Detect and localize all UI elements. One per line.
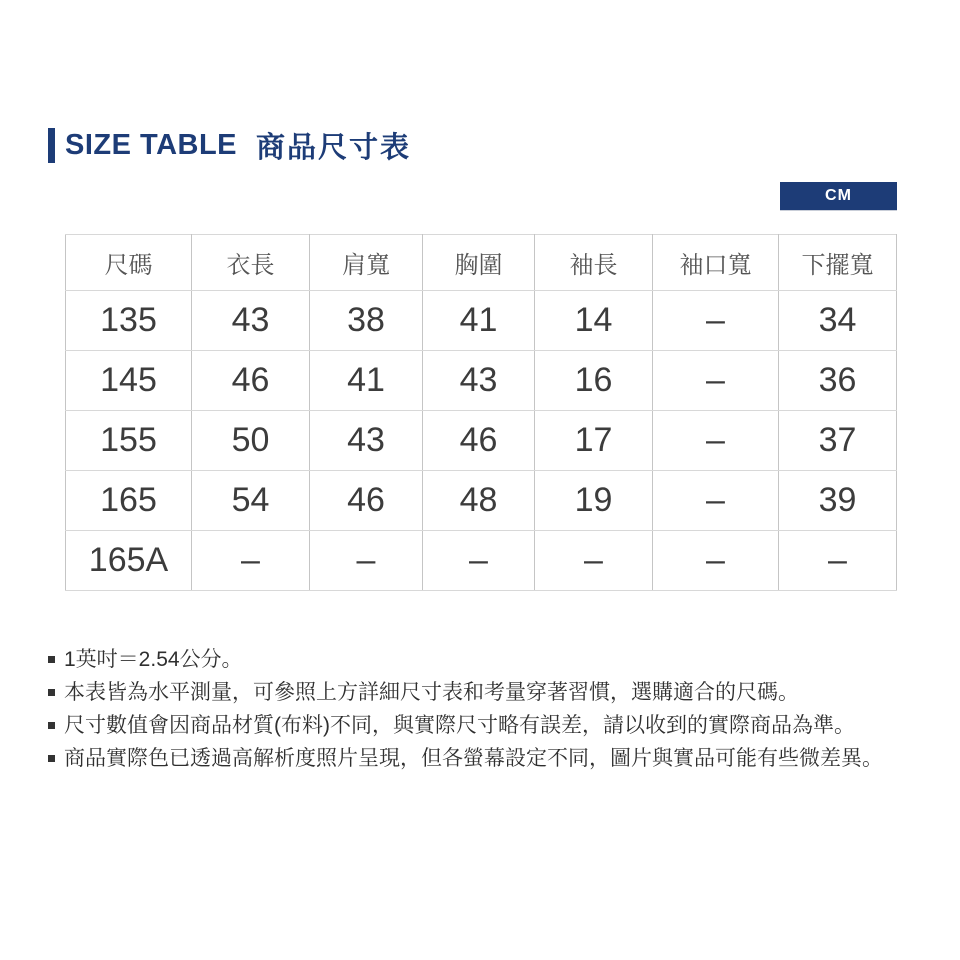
table-cell: – [653, 471, 779, 531]
table-cell: 41 [310, 351, 423, 411]
table-cell: – [535, 531, 653, 591]
table-row [66, 471, 897, 531]
unit-badge-cm: CM [780, 182, 897, 210]
table-cell: 34 [779, 291, 897, 351]
table-cell: 19 [535, 471, 653, 531]
table-cell: 37 [779, 411, 897, 471]
table-row [66, 531, 897, 591]
note-text: 商品實際色已透過高解析度照片呈現，但各螢幕設定不同，圖片與實品可能有些微差異。 [64, 747, 883, 770]
table-cell: – [423, 531, 535, 591]
table-cell: – [653, 411, 779, 471]
table-cell: 48 [423, 471, 535, 531]
table-cell: 145 [66, 351, 192, 411]
list-item [48, 676, 933, 709]
table-cell: 46 [423, 411, 535, 471]
list-item [48, 709, 933, 742]
size-table [65, 234, 897, 591]
table-cell: 165A [66, 531, 192, 591]
table-cell: – [653, 531, 779, 591]
section-title-en: SIZE TABLE [65, 129, 238, 161]
note-text: 尺寸數值會因商品材質(布料)不同，與實際尺寸略有誤差，請以收到的實際商品為準。 [64, 714, 855, 737]
table-cell: 17 [535, 411, 653, 471]
table-cell: 165 [66, 471, 192, 531]
table-header-row [66, 235, 897, 291]
table-cell: 38 [310, 291, 423, 351]
table-row [66, 291, 897, 351]
column-header-length: 衣長 [192, 235, 310, 291]
title-accent-bar-icon [48, 128, 55, 163]
table-cell: – [779, 531, 897, 591]
table-cell: – [653, 351, 779, 411]
table-cell: 16 [535, 351, 653, 411]
table-row [66, 351, 897, 411]
column-header-cuff: 袖口寬 [653, 235, 779, 291]
table-cell: 43 [192, 291, 310, 351]
bullet-square-icon [48, 722, 55, 729]
note-text: 本表皆為水平測量，可參照上方詳細尺寸表和考量穿著習慣，選購適合的尺碼。 [64, 681, 799, 704]
table-cell: 155 [66, 411, 192, 471]
table-cell: 46 [192, 351, 310, 411]
column-header-shoulder: 肩寬 [310, 235, 423, 291]
section-title [48, 125, 411, 166]
table-cell: 54 [192, 471, 310, 531]
table-cell: 50 [192, 411, 310, 471]
column-header-chest: 胸圍 [423, 235, 535, 291]
notes-list [48, 643, 933, 775]
table-row [66, 411, 897, 471]
table-cell: 39 [779, 471, 897, 531]
list-item [48, 643, 933, 676]
column-header-size: 尺碼 [66, 235, 192, 291]
bullet-square-icon [48, 689, 55, 696]
table-cell: 135 [66, 291, 192, 351]
table-cell: – [653, 291, 779, 351]
table-cell: 41 [423, 291, 535, 351]
table-cell: – [192, 531, 310, 591]
section-title-zh: 商品尺寸表 [256, 132, 412, 164]
bullet-square-icon [48, 755, 55, 762]
note-text: 1英吋＝2.54公分。 [64, 648, 243, 671]
table-cell: 36 [779, 351, 897, 411]
bullet-square-icon [48, 656, 55, 663]
column-header-sleeve: 袖長 [535, 235, 653, 291]
table-cell: 43 [310, 411, 423, 471]
list-item [48, 742, 933, 775]
column-header-hem: 下擺寬 [779, 235, 897, 291]
table-cell: – [310, 531, 423, 591]
table-cell: 46 [310, 471, 423, 531]
table-cell: 43 [423, 351, 535, 411]
table-cell: 14 [535, 291, 653, 351]
